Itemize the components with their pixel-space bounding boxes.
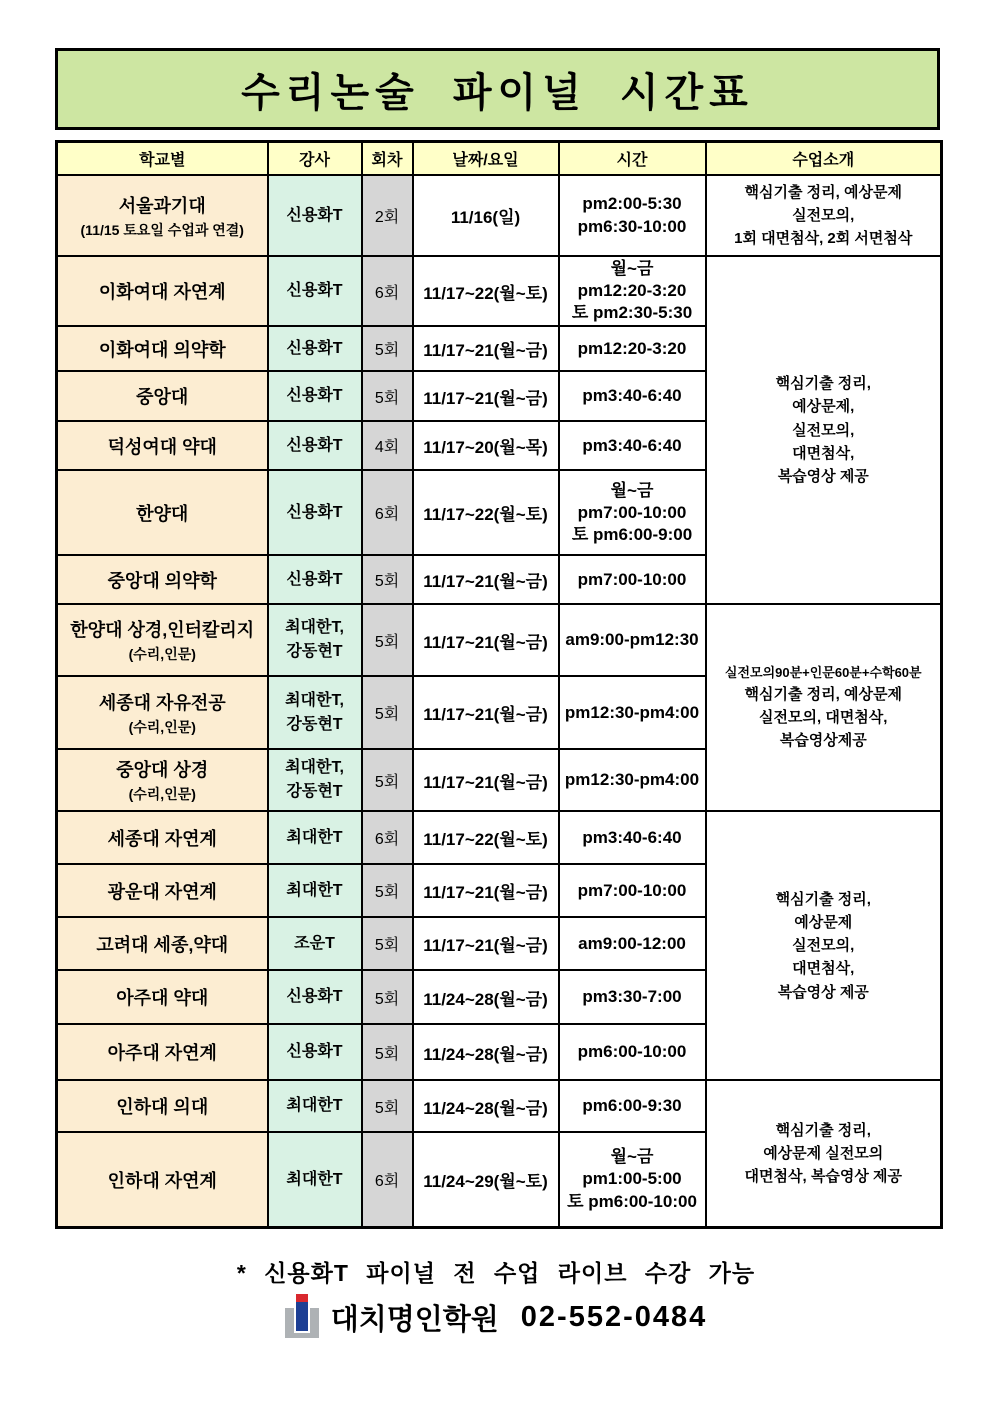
- cell-line: 한양대 상경,인터칼리지: [70, 620, 255, 641]
- table-body: [57, 175, 942, 1227]
- schedule-table: [55, 140, 943, 1229]
- cell-line: 서울과기대: [118, 195, 206, 216]
- date-cell: 11/16(일): [413, 175, 559, 256]
- table-header: [57, 142, 942, 176]
- school-cell: [57, 421, 268, 470]
- date-cell: 11/17~21(월~금): [413, 555, 559, 604]
- time-cell: [559, 811, 706, 864]
- cell-line: 세종대 자유전공: [98, 692, 226, 713]
- cell-line: pm12:20-3:20: [577, 281, 687, 301]
- cell-line: pm6:30-10:00: [577, 216, 687, 236]
- cell-line: 인하대 자연계: [107, 1170, 217, 1191]
- school-cell: [57, 811, 268, 864]
- date-cell: 11/17~22(월~토): [413, 256, 559, 326]
- session-count-cell: 5회: [362, 749, 413, 811]
- cell-line: 대면첨삭, 복습영상 제공: [744, 1168, 902, 1186]
- cell-line: 예상문제: [794, 913, 853, 931]
- instructor-cell: [268, 604, 362, 676]
- school-cell: [57, 256, 268, 326]
- cell-line: 핵심기출 정리,: [775, 375, 871, 393]
- cell-line: 최대한T: [286, 881, 343, 899]
- school-cell: [57, 749, 268, 811]
- school-cell: [57, 371, 268, 421]
- cell-line: 강동현T: [286, 715, 343, 733]
- cell-line: 신용화T: [286, 503, 343, 521]
- cell-line: pm6:00-10:00: [577, 1042, 687, 1062]
- time-cell: [559, 421, 706, 470]
- cell-line: am9:00-pm12:30: [565, 630, 699, 650]
- session-count-cell: 5회: [362, 917, 413, 970]
- school-cell: [57, 676, 268, 749]
- cell-line: 인하대 의대: [116, 1097, 209, 1118]
- cell-line: 이화여대 의약학: [98, 339, 226, 360]
- table-row: [57, 256, 942, 326]
- cell-line: 덕성여대 약대: [107, 436, 217, 457]
- time-cell: [559, 175, 706, 256]
- academy-name: 대치명인학원: [330, 1303, 499, 1336]
- cell-line: 중앙대 상경: [116, 760, 209, 781]
- cell-line: 신용화T: [286, 206, 343, 224]
- session-count-cell: 5회: [362, 326, 413, 371]
- cell-line: pm12:30-pm4:00: [564, 702, 700, 722]
- date-cell: 11/17~21(월~금): [413, 917, 559, 970]
- cell-line: 실전모의90분+인문60분+수학60분: [724, 664, 922, 680]
- page-title: 수리논술 파이널 시간표: [55, 48, 940, 130]
- cell-line: pm12:30-pm4:00: [564, 770, 700, 790]
- cell-line: 신용화T: [286, 1043, 343, 1061]
- cell-line: 중앙대: [136, 387, 189, 408]
- cell-line: 복습영상 제공: [777, 468, 869, 486]
- column-header-intro: 수업소개: [706, 142, 942, 176]
- cell-line: pm3:30-7:00: [582, 987, 682, 1007]
- session-count-cell: 5회: [362, 970, 413, 1024]
- intro-cell: [706, 1080, 942, 1227]
- cell-line: pm12:20-3:20: [577, 338, 687, 358]
- time-cell: [559, 326, 706, 371]
- logo-red-dot: [296, 1294, 308, 1302]
- cell-line: pm1:00-5:00: [582, 1169, 682, 1189]
- date-cell: 11/17~21(월~금): [413, 864, 559, 917]
- date-cell: 11/17~21(월~금): [413, 749, 559, 811]
- table-row: [57, 604, 942, 676]
- time-cell: [559, 604, 706, 676]
- time-cell: [559, 1024, 706, 1080]
- session-count-cell: 5회: [362, 676, 413, 749]
- table-row: [57, 811, 942, 864]
- cell-line: 핵심기출 정리,: [775, 890, 871, 908]
- time-cell: [559, 917, 706, 970]
- table-row: [57, 175, 942, 256]
- instructor-cell: [268, 1132, 362, 1227]
- time-cell: [559, 970, 706, 1024]
- cell-line: 대면첨삭,: [792, 444, 855, 462]
- time-cell: [559, 470, 706, 555]
- session-count-cell: 5회: [362, 864, 413, 917]
- cell-line: pm3:40-6:40: [582, 386, 682, 406]
- school-cell: [57, 970, 268, 1024]
- instructor-cell: [268, 555, 362, 604]
- school-cell: [57, 470, 268, 555]
- session-count-cell: 5회: [362, 371, 413, 421]
- intro-cell: [706, 604, 942, 811]
- school-cell: [57, 604, 268, 676]
- cell-line: 아주대 약대: [116, 988, 209, 1009]
- school-cell: [57, 326, 268, 371]
- footer-note: * 신용화T 파이널 전 수업 라이브 수강 가능: [236, 1260, 756, 1286]
- cell-line: pm7:00-10:00: [577, 569, 687, 589]
- instructor-cell: [268, 256, 362, 326]
- cell-line: 복습영상제공: [779, 732, 867, 750]
- cell-line: pm2:00-5:30: [582, 194, 682, 214]
- cell-line: 핵심기출 정리,: [775, 1121, 871, 1139]
- cell-line: 최대한T: [286, 1097, 343, 1115]
- logo-blue-bar: [294, 1299, 310, 1333]
- cell-line: 실전모의, 대면첨삭,: [759, 709, 888, 727]
- cell-line: (수리,인문): [128, 646, 196, 663]
- date-cell: 11/17~22(월~토): [413, 811, 559, 864]
- academy-logo-icon: [285, 1294, 319, 1340]
- date-cell: 11/17~21(월~금): [413, 604, 559, 676]
- cell-line: 신용화T: [286, 339, 343, 357]
- cell-line: 최대한T,: [285, 759, 344, 777]
- instructor-cell: [268, 1080, 362, 1132]
- cell-line: 토 pm6:00-9:00: [571, 524, 693, 544]
- instructor-cell: [268, 970, 362, 1024]
- cell-line: 강동현T: [286, 783, 343, 801]
- instructor-cell: [268, 470, 362, 555]
- session-count-cell: 5회: [362, 1080, 413, 1132]
- cell-line: 고려대 세종,약대: [96, 934, 229, 955]
- instructor-cell: [268, 175, 362, 256]
- cell-line: pm7:00-10:00: [577, 502, 687, 522]
- session-count-cell: 6회: [362, 811, 413, 864]
- column-header-instructor: 강사: [268, 142, 362, 176]
- time-cell: [559, 555, 706, 604]
- cell-line: 신용화T: [286, 387, 343, 405]
- school-cell: [57, 917, 268, 970]
- cell-line: 월~금: [610, 480, 654, 500]
- cell-line: 세종대 자연계: [107, 828, 217, 849]
- cell-line: pm3:40-6:40: [582, 435, 682, 455]
- cell-line: 신용화T: [286, 436, 343, 454]
- cell-line: 월~금: [610, 1147, 654, 1167]
- cell-line: pm6:00-9:30: [582, 1096, 682, 1116]
- date-cell: 11/17~22(월~토): [413, 470, 559, 555]
- cell-line: (11/15 토요일 수업과 연결): [80, 221, 244, 238]
- cell-line: 토 pm6:00-10:00: [567, 1191, 697, 1211]
- cell-line: 월~금: [610, 259, 654, 278]
- session-count-cell: 6회: [362, 1132, 413, 1227]
- time-cell: [559, 676, 706, 749]
- cell-line: pm3:40-6:40: [582, 827, 682, 847]
- cell-line: am9:00-12:00: [578, 933, 686, 953]
- date-cell: 11/17~21(월~금): [413, 676, 559, 749]
- session-count-cell: 2회: [362, 175, 413, 256]
- instructor-cell: [268, 749, 362, 811]
- column-header-time: 시간: [559, 142, 706, 176]
- date-cell: 11/24~28(월~금): [413, 1024, 559, 1080]
- instructor-cell: [268, 811, 362, 864]
- cell-line: 토 pm2:30-5:30: [571, 303, 693, 323]
- school-cell: [57, 1080, 268, 1132]
- date-cell: 11/24~28(월~금): [413, 970, 559, 1024]
- cell-line: pm7:00-10:00: [577, 880, 687, 900]
- date-cell: 11/17~21(월~금): [413, 371, 559, 421]
- time-cell: [559, 371, 706, 421]
- cell-line: 복습영상 제공: [777, 983, 869, 1001]
- column-header-sessions: 회차: [362, 142, 413, 176]
- instructor-cell: [268, 371, 362, 421]
- intro-cell: [706, 256, 942, 604]
- time-cell: [559, 1132, 706, 1227]
- school-cell: [57, 864, 268, 917]
- cell-line: 신용화T: [286, 570, 343, 588]
- time-cell: [559, 749, 706, 811]
- school-cell: [57, 175, 268, 256]
- cell-line: 최대한T,: [285, 691, 344, 709]
- cell-line: 핵심기출 정리, 예상문제: [744, 685, 902, 703]
- session-count-cell: 4회: [362, 421, 413, 470]
- session-count-cell: 6회: [362, 256, 413, 326]
- session-count-cell: 5회: [362, 1024, 413, 1080]
- column-header-date: 날짜/요일: [413, 142, 559, 176]
- date-cell: 11/24~28(월~금): [413, 1080, 559, 1132]
- brand-row: [0, 1294, 992, 1340]
- intro-cell: [706, 175, 942, 256]
- instructor-cell: [268, 676, 362, 749]
- school-cell: [57, 1132, 268, 1227]
- session-count-cell: 5회: [362, 555, 413, 604]
- cell-line: 신용화T: [286, 282, 343, 300]
- cell-line: 실전모의,: [792, 937, 855, 955]
- academy-phone: 02-552-0484: [520, 1300, 708, 1333]
- cell-line: 중앙대 의약학: [107, 570, 217, 591]
- cell-line: (수리,인문): [128, 718, 196, 735]
- time-cell: [559, 1080, 706, 1132]
- instructor-cell: [268, 1024, 362, 1080]
- cell-line: 1회 대면첨삭, 2회 서면첨삭: [734, 230, 913, 248]
- time-cell: [559, 256, 706, 326]
- table-row: [57, 1080, 942, 1132]
- date-cell: 11/17~21(월~금): [413, 326, 559, 371]
- column-header-school: 학교별: [57, 142, 268, 176]
- cell-line: 강동현T: [286, 643, 343, 661]
- instructor-cell: [268, 864, 362, 917]
- instructor-cell: [268, 917, 362, 970]
- cell-line: 조운T: [294, 934, 335, 952]
- school-cell: [57, 1024, 268, 1080]
- cell-line: 광운대 자연계: [107, 881, 217, 902]
- cell-line: 실전모의,: [792, 421, 855, 439]
- time-cell: [559, 864, 706, 917]
- cell-line: 최대한T: [286, 828, 343, 846]
- cell-line: 최대한T,: [285, 619, 344, 637]
- instructor-cell: [268, 421, 362, 470]
- session-count-cell: 6회: [362, 470, 413, 555]
- cell-line: 예상문제,: [792, 398, 855, 416]
- instructor-cell: [268, 326, 362, 371]
- cell-line: 신용화T: [286, 988, 343, 1006]
- cell-line: 한양대: [136, 503, 189, 524]
- session-count-cell: 5회: [362, 604, 413, 676]
- cell-line: 핵심기출 정리, 예상문제: [744, 183, 902, 201]
- intro-cell: [706, 811, 942, 1080]
- cell-line: 실전모의,: [792, 206, 855, 224]
- school-cell: [57, 555, 268, 604]
- cell-line: 대면첨삭,: [792, 960, 855, 978]
- cell-line: (수리,인문): [128, 786, 196, 803]
- cell-line: 예상문제 실전모의: [763, 1144, 884, 1162]
- cell-line: 이화여대 자연계: [98, 282, 226, 303]
- cell-line: 아주대 자연계: [107, 1043, 217, 1064]
- date-cell: 11/24~29(월~토): [413, 1132, 559, 1227]
- cell-line: 최대한T: [286, 1170, 343, 1188]
- date-cell: 11/17~20(월~목): [413, 421, 559, 470]
- header-row: [57, 142, 942, 176]
